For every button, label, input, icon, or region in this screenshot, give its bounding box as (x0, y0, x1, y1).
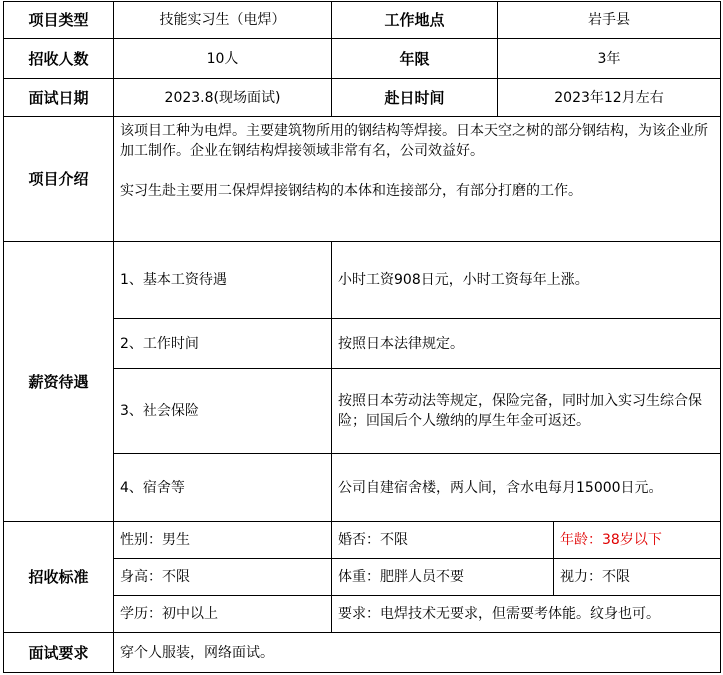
criteria-age: 年龄：38岁以下 (554, 522, 721, 559)
salary-item-name: 2、工作时间 (114, 319, 332, 369)
criteria-education: 学历：初中以上 (114, 596, 332, 633)
criteria-vision: 视力：不限 (554, 559, 721, 596)
salary-item-desc: 按照日本劳动法等规定，保险完备，同时加入实习生综合保险；回国后个人缴纳的厚生年金可返还。 (332, 369, 721, 454)
term-value: 3年 (498, 39, 721, 79)
row-project-type (4, 2, 721, 39)
job-info-table (3, 1, 721, 673)
intro-content (114, 117, 721, 242)
salary-item-desc: 小时工资908日元，小时工资每年上涨。 (332, 242, 721, 319)
interview-date-value: 2023.8(现场面试) (114, 79, 332, 117)
recruit-count-label: 招收人数 (4, 39, 114, 79)
term-label: 年限 (332, 39, 498, 79)
row-interview-date (4, 79, 721, 117)
interview-req-label: 面试要求 (4, 633, 114, 673)
project-type-label: 项目类型 (4, 2, 114, 39)
row-interview-req (4, 633, 721, 673)
salary-item-name: 3、社会保险 (114, 369, 332, 454)
row-recruit-count (4, 39, 721, 79)
intro-label: 项目介绍 (4, 117, 114, 242)
criteria-label: 招收标准 (4, 522, 114, 633)
salary-item-desc: 按照日本法律规定。 (332, 319, 721, 369)
criteria-row-1 (4, 522, 721, 559)
salary-item-name: 4、宿舍等 (114, 454, 332, 522)
intro-paragraph-2: 实习生赴主要用二保焊焊接钢结构的本体和连接部分，有部分打磨的工作。 (120, 183, 582, 199)
criteria-height: 身高：不限 (114, 559, 332, 596)
row-intro (4, 117, 721, 242)
salary-row-1 (4, 242, 721, 319)
salary-label: 薪资待遇 (4, 242, 114, 522)
salary-item-name: 1、基本工资待遇 (114, 242, 332, 319)
departure-time-value: 2023年12月左右 (498, 79, 721, 117)
criteria-marital: 婚否：不限 (332, 522, 554, 559)
criteria-weight: 体重：肥胖人员不要 (332, 559, 554, 596)
salary-item-desc: 公司自建宿舍楼，两人间，含水电每月15000日元。 (332, 454, 721, 522)
project-type-value: 技能实习生（电焊） (114, 2, 332, 39)
departure-time-label: 赴日时间 (332, 79, 498, 117)
intro-paragraph-1: 该项目工种为电焊。主要建筑物所用的钢结构等焊接。日本天空之树的部分钢结构，为该企业所加工制作。企业在钢结构焊接领域非常有名，公司效益好。 (120, 123, 708, 159)
interview-date-label: 面试日期 (4, 79, 114, 117)
criteria-gender: 性别：男生 (114, 522, 332, 559)
work-location-value: 岩手县 (498, 2, 721, 39)
work-location-label: 工作地点 (332, 2, 498, 39)
interview-req-value: 穿个人服装，网络面试。 (114, 633, 721, 673)
recruit-count-value: 10人 (114, 39, 332, 79)
criteria-requirement: 要求：电焊技术无要求，但需要考体能。纹身也可。 (332, 596, 721, 633)
